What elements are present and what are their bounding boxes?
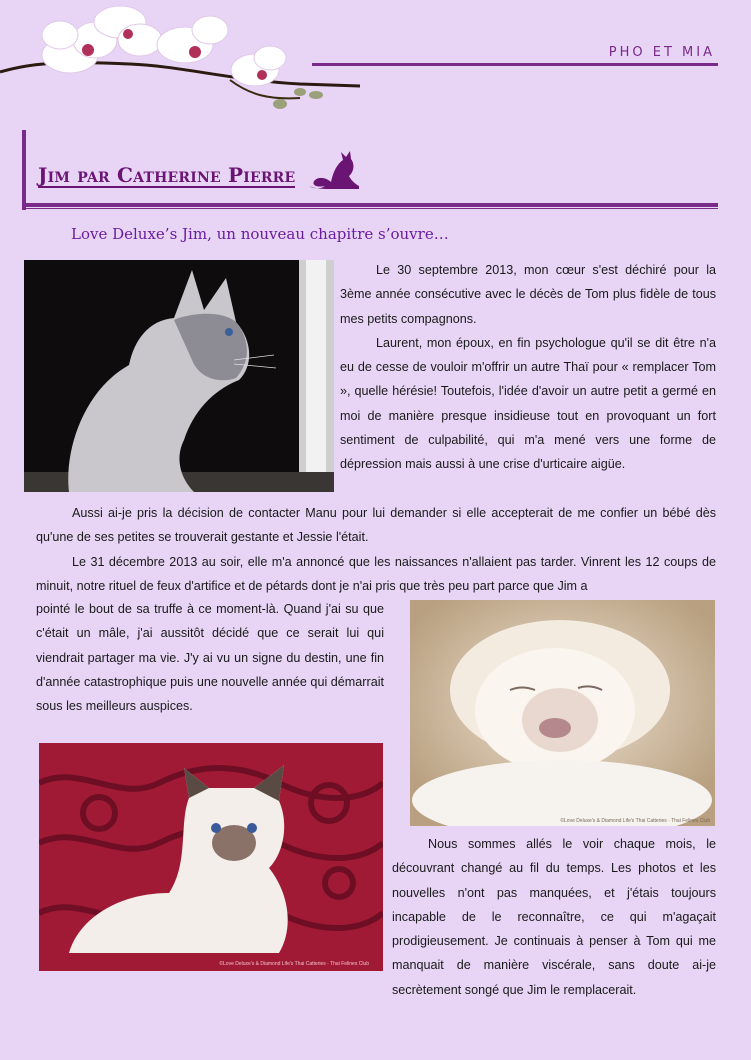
header-divider	[312, 63, 718, 66]
paragraph-4-continued: pointé le bout de sa truffe à ce moment-là. Quand j'ai su que c'était un mâle, j'ai aussitôt décidé que ce serait lui qui viendrait partager ma vie. J'y ai vu un signe du destin, une fin d'année catastrophique puis une nouvelle année qui démarrait sous les meilleurs auspices.	[36, 602, 384, 714]
article-title: Jim par Catherine Pierre	[38, 163, 296, 187]
paragraph-2: Laurent, mon époux, en fin psychologue qu'il se dit être n'a eu de cesse de vouloir m'offrir un autre Thaï pour « remplacer Tom », quelle hérésie! Toutefois, l'idée d'avoir un autre petit a germé en moi de manière presque insidieuse tout en provoquant un fort sentiment de culpabilité, qui m'a mené vers une forme de dépression mais aussi à une crise d'urticaire aigüe.	[340, 335, 716, 472]
paragraph-1: Le 30 septembre 2013, mon cœur s'est déchiré pour la 3ème année consécutive avec le décès de Tom plus fidèle de tous mes petits compagnons.	[340, 263, 716, 326]
orchid-branch-icon	[0, 0, 370, 118]
sitting-cat-icon	[305, 148, 361, 190]
brand-label: PHO ET MIA	[608, 45, 715, 60]
article-subtitle: Love Deluxe’s Jim, un nouveau chapitre s’ouvre…	[71, 225, 449, 243]
photo-2-caption: ©Love Deluxe's & Diamond Life's Thai Catteries · Thai Felines Club	[560, 818, 710, 824]
paragraph-4: Le 31 décembre 2013 au soir, elle m'a annoncé que les naissances n'allaient pas tarder. Vinrent les 12 coups de minuit, notre rituel de feux d'artifice et de pétards dont je n'ai pris que très peu part parce que Jim a	[36, 554, 716, 593]
title-divider-thin	[22, 208, 718, 209]
title-divider	[22, 203, 718, 207]
title-vertical-bar	[22, 130, 26, 210]
kitten-red-fabric-photo	[39, 743, 383, 971]
photo-3-caption: ©Love Deluxe's & Diamond Life's Thai Catteries · Thai Felines Club	[219, 961, 369, 967]
kitten-window-photo	[24, 260, 334, 492]
paragraph-5: Nous sommes allés le voir chaque mois, le découvrant changé au fil du temps. Les photos et les nouvelles n'ont pas manquées, et j'étais toujours incapable de le reconnaître, ce qui m'agaçait prodigieusement. Je continuais à penser à Tom qui me manquait de manière viscérale, sans doute ai-je secrètement songé que Jim le remplacerait.	[392, 837, 716, 997]
paragraph-3: Aussi ai-je pris la décision de contacter Manu pour lui demander si elle accepterait de me confier un bébé dès qu'une de ses petites se trouverait gestante et Jessie l'était.	[36, 506, 716, 545]
newborn-kitten-photo	[410, 600, 715, 826]
